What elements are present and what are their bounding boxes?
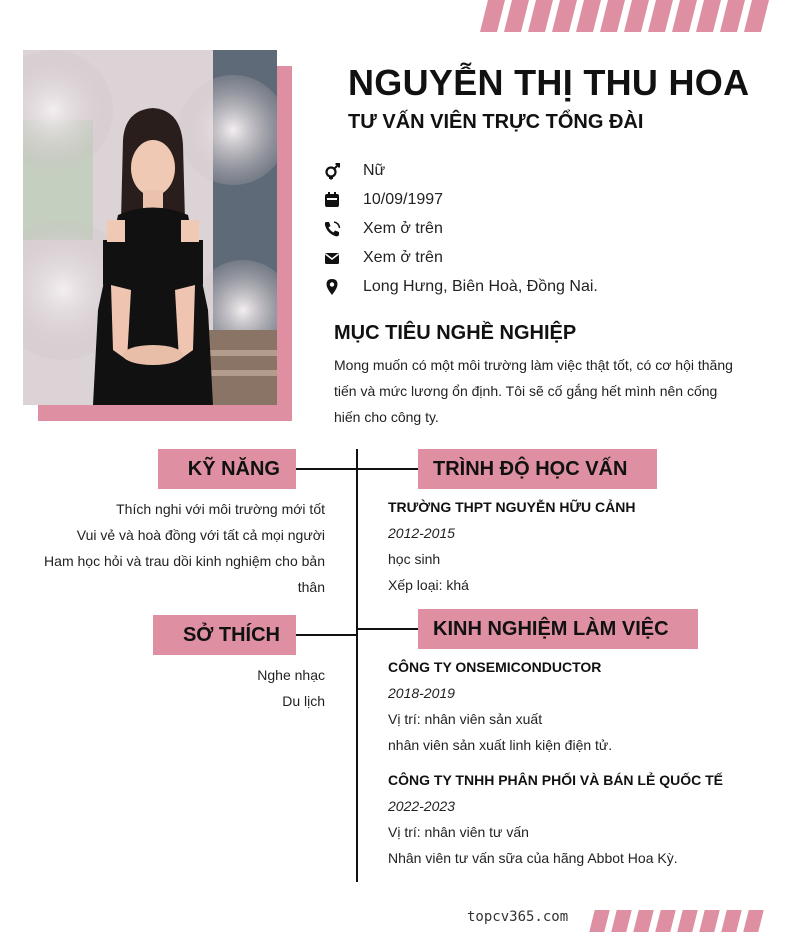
skills-connector bbox=[296, 468, 357, 470]
hobbies-tag bbox=[153, 615, 296, 655]
job-period: 2022-2023 bbox=[388, 798, 455, 814]
education-role: học sinh bbox=[388, 551, 441, 567]
hobbies-connector bbox=[296, 634, 357, 636]
bottom-stripes bbox=[592, 910, 761, 932]
experience-connector bbox=[357, 628, 418, 630]
skill-item: Vui vẻ và hoà đồng với tất cả mọi người bbox=[76, 527, 325, 543]
experience-tag bbox=[418, 609, 698, 649]
address-value: Long Hưng, Biên Hoà, Đồng Nai. bbox=[363, 278, 598, 295]
skill-item: Thích nghi với môi trường mới tốt bbox=[116, 501, 325, 517]
school-name: TRƯỜNG THPT NGUYỄN HỮU CẢNH bbox=[388, 499, 636, 515]
company-name: CÔNG TY ONSEMICONDUCTOR bbox=[388, 659, 602, 675]
skill-item: Ham học hỏi và trau dồi kinh nghiệm cho bản thân bbox=[44, 553, 325, 595]
info-address bbox=[323, 276, 598, 298]
info-birthday bbox=[323, 189, 443, 211]
experience-heading: KINH NGHIỆM LÀM VIỆC bbox=[433, 617, 669, 640]
hobbies-heading: SỞ THÍCH bbox=[182, 623, 280, 646]
experience-job bbox=[388, 767, 748, 871]
skills-list bbox=[25, 496, 325, 600]
gender-icon bbox=[323, 162, 341, 180]
candidate-name: NGUYỄN THỊ THU HOA bbox=[348, 62, 750, 103]
email-value: Xem ở trên bbox=[363, 249, 443, 266]
timeline-vertical-line bbox=[356, 449, 358, 882]
education-grade: Xếp loại: khá bbox=[388, 577, 469, 593]
job-description: Nhân viên tư vấn sữa của hãng Abbot Hoa Kỳ. bbox=[388, 850, 678, 866]
education-block bbox=[388, 494, 748, 598]
email-icon bbox=[323, 249, 341, 267]
objective-text: Mong muốn có một môi trường làm việc thật tốt, có cơ hội thăng tiến và mức lương ổn định. Tôi sẽ cố gắng hết mình nên cống hiến cho công ty. bbox=[334, 357, 733, 425]
birthday-value: 10/09/1997 bbox=[363, 191, 444, 208]
job-role: Vị trí: nhân viên sản xuất bbox=[388, 711, 543, 727]
phone-icon bbox=[323, 220, 341, 238]
job-title: TƯ VẤN VIÊN TRỰC TỔNG ĐÀI bbox=[348, 111, 644, 133]
job-period: 2018-2019 bbox=[388, 685, 455, 701]
objective-heading: MỤC TIÊU NGHỀ NGHIỆP bbox=[334, 322, 577, 344]
education-tag bbox=[418, 449, 657, 489]
education-heading: TRÌNH ĐỘ HỌC VẤN bbox=[433, 457, 628, 480]
info-phone bbox=[323, 218, 443, 240]
top-stripes bbox=[484, 0, 765, 32]
phone-value: Xem ở trên bbox=[363, 220, 443, 237]
hobby-item: Du lịch bbox=[282, 693, 325, 709]
education-connector bbox=[357, 468, 418, 470]
experience-job bbox=[388, 654, 748, 758]
education-period: 2012-2015 bbox=[388, 525, 455, 541]
skills-tag bbox=[158, 449, 296, 489]
info-gender bbox=[323, 160, 385, 182]
profile-photo bbox=[23, 50, 277, 405]
skills-heading: KỸ NĂNG bbox=[187, 457, 280, 480]
footer-website: topcv365.com bbox=[467, 909, 569, 925]
gender-value: Nữ bbox=[363, 162, 386, 179]
job-role: Vị trí: nhân viên tư vấn bbox=[388, 824, 529, 840]
hobbies-list bbox=[25, 662, 325, 714]
company-name: CÔNG TY TNHH PHÂN PHỐI VÀ BÁN LẺ QUỐC TẾ bbox=[388, 772, 723, 788]
info-email bbox=[323, 247, 443, 269]
calendar-icon bbox=[323, 191, 341, 209]
hobby-item: Nghe nhạc bbox=[257, 667, 325, 683]
job-description: nhân viên sản xuất linh kiện điện tử. bbox=[388, 737, 613, 753]
portrait-illustration bbox=[23, 50, 277, 405]
location-icon bbox=[323, 278, 341, 296]
